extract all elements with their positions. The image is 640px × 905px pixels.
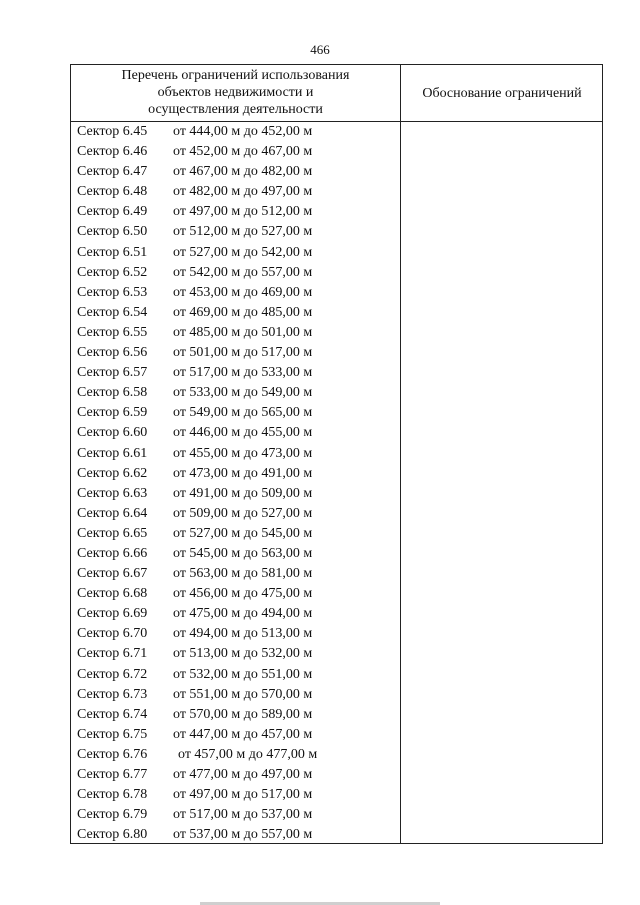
table-row xyxy=(71,283,400,303)
table-row xyxy=(71,705,400,725)
sector-label: Сектор 6.72 xyxy=(77,666,148,682)
header-restrictions-list xyxy=(71,67,400,118)
sector-range: от 545,00 м до 563,00 м xyxy=(173,545,313,561)
sector-label: Сектор 6.49 xyxy=(77,204,148,220)
sector-label: Сектор 6.58 xyxy=(77,385,148,401)
sector-label: Сектор 6.75 xyxy=(77,726,148,742)
sector-range: от 527,00 м до 545,00 м xyxy=(173,525,313,541)
table-row xyxy=(71,323,400,343)
sector-range: от 517,00 м до 537,00 м xyxy=(173,807,313,823)
sector-label: Сектор 6.45 xyxy=(77,124,148,139)
sector-label: Сектор 6.56 xyxy=(77,345,148,361)
sector-label: Сектор 6.59 xyxy=(77,405,148,421)
table-row xyxy=(71,604,400,624)
sector-label: Сектор 6.74 xyxy=(77,706,148,722)
table-row xyxy=(71,584,400,604)
sector-label: Сектор 6.47 xyxy=(77,164,148,180)
table-row xyxy=(71,665,400,685)
header-line: Перечень ограничений использования xyxy=(121,68,350,83)
table-row xyxy=(71,222,400,242)
column-divider xyxy=(400,65,401,843)
sector-range: от 513,00 м до 532,00 м xyxy=(173,646,313,662)
table-row xyxy=(71,263,400,283)
sector-label: Сектор 6.46 xyxy=(77,144,148,160)
table-row xyxy=(71,624,400,644)
table-row xyxy=(71,745,400,765)
sector-label: Сектор 6.60 xyxy=(77,425,148,441)
sector-label: Сектор 6.51 xyxy=(77,244,148,260)
sector-range: от 482,00 м до 497,00 м xyxy=(173,184,313,200)
sector-label: Сектор 6.79 xyxy=(77,807,148,823)
sector-range: от 527,00 м до 542,00 м xyxy=(173,244,313,260)
sector-label: Сектор 6.63 xyxy=(77,485,148,501)
sector-range: от 485,00 м до 501,00 м xyxy=(173,324,313,340)
sector-label: Сектор 6.78 xyxy=(77,787,148,803)
sector-range: от 473,00 м до 491,00 м xyxy=(173,465,313,481)
sector-label: Сектор 6.73 xyxy=(77,686,148,702)
table-row xyxy=(71,685,400,705)
sector-label: Сектор 6.48 xyxy=(77,184,148,200)
table-row xyxy=(71,444,400,464)
sector-range: от 491,00 м до 509,00 м xyxy=(173,485,313,501)
table-row xyxy=(71,524,400,544)
table-row xyxy=(71,544,400,564)
sector-range: от 444,00 м до 452,00 м xyxy=(173,124,313,139)
sector-label: Сектор 6.52 xyxy=(77,264,148,280)
sector-label: Сектор 6.67 xyxy=(77,566,148,582)
sector-label: Сектор 6.76 xyxy=(77,746,148,762)
table-row xyxy=(71,423,400,443)
sector-label: Сектор 6.62 xyxy=(77,465,148,481)
sector-range: от 549,00 м до 565,00 м xyxy=(173,405,313,421)
restrictions-table xyxy=(70,64,603,844)
table-row xyxy=(71,243,400,263)
sector-label: Сектор 6.68 xyxy=(77,586,148,602)
sector-label: Сектор 6.53 xyxy=(77,284,148,300)
table-row xyxy=(71,484,400,504)
sector-range: от 469,00 м до 485,00 м xyxy=(173,304,313,320)
table-row xyxy=(71,805,400,825)
table-row xyxy=(71,202,400,222)
sector-label: Сектор 6.71 xyxy=(77,646,148,662)
sector-label: Сектор 6.70 xyxy=(77,626,148,642)
sector-label: Сектор 6.55 xyxy=(77,324,148,340)
sector-range: от 501,00 м до 517,00 м xyxy=(173,345,313,361)
table-row xyxy=(71,182,400,202)
sector-range: от 542,00 м до 557,00 м xyxy=(173,264,313,280)
sector-label: Сектор 6.66 xyxy=(77,545,148,561)
table-body xyxy=(71,122,400,845)
sector-range: от 532,00 м до 551,00 м xyxy=(173,666,313,682)
page-number: 466 xyxy=(310,42,330,57)
table-row xyxy=(71,464,400,484)
sector-range: от 570,00 м до 589,00 м xyxy=(173,706,313,722)
sector-range: от 517,00 м до 533,00 м xyxy=(173,365,313,381)
header-justification: Обоснование ограничений xyxy=(422,86,582,101)
sector-range: от 551,00 м до 570,00 м xyxy=(173,686,313,702)
table-row xyxy=(71,142,400,162)
sector-range: от 563,00 м до 581,00 м xyxy=(173,566,313,582)
sector-range: от 447,00 м до 457,00 м xyxy=(173,726,313,742)
table-row xyxy=(71,504,400,524)
sector-range: от 477,00 м до 497,00 м xyxy=(173,767,313,782)
sector-label: Сектор 6.50 xyxy=(77,224,148,240)
sector-label: Сектор 6.65 xyxy=(77,525,148,541)
table-row xyxy=(71,383,400,403)
table-row xyxy=(71,765,400,785)
sector-range: от 467,00 м до 482,00 м xyxy=(173,164,313,180)
sector-range: от 512,00 м до 527,00 м xyxy=(173,224,313,240)
sector-range: от 497,00 м до 517,00 м xyxy=(173,787,313,803)
sector-label: Сектор 6.64 xyxy=(77,505,148,521)
sector-range: от 497,00 м до 512,00 м xyxy=(173,204,313,220)
sector-range: от 452,00 м до 467,00 м xyxy=(173,144,313,160)
sector-label: Сектор 6.54 xyxy=(77,304,148,320)
sector-label: Сектор 6.61 xyxy=(77,445,148,461)
sector-label: Сектор 6.57 xyxy=(77,365,148,381)
table-row xyxy=(71,122,400,142)
sector-label: Сектор 6.80 xyxy=(77,827,148,843)
sector-range: от 533,00 м до 549,00 м xyxy=(173,385,313,401)
sector-label: Сектор 6.69 xyxy=(77,606,148,622)
table-row xyxy=(71,303,400,323)
table-row xyxy=(71,725,400,745)
sector-range: от 509,00 м до 527,00 м xyxy=(173,505,313,521)
sector-label: Сектор 6.77 xyxy=(77,767,148,782)
sector-range: от 446,00 м до 455,00 м xyxy=(173,425,313,441)
table-row xyxy=(71,644,400,664)
sector-range: от 494,00 м до 513,00 м xyxy=(173,626,313,642)
sector-range: от 453,00 м до 469,00 м xyxy=(173,284,313,300)
header-line: объектов недвижимости и xyxy=(157,85,314,100)
header-line: осуществления деятельности xyxy=(148,102,323,117)
table-row xyxy=(71,363,400,383)
sector-range: от 455,00 м до 473,00 м xyxy=(173,445,313,461)
table-row xyxy=(71,785,400,805)
table-row xyxy=(71,343,400,363)
sector-range: от 456,00 м до 475,00 м xyxy=(173,586,313,602)
sector-range: от 475,00 м до 494,00 м xyxy=(173,606,313,622)
table-row xyxy=(71,403,400,423)
table-row xyxy=(71,564,400,584)
table-row xyxy=(71,825,400,845)
sector-range: от 537,00 м до 557,00 м xyxy=(173,827,313,843)
table-row xyxy=(71,162,400,182)
sector-range: от 457,00 м до 477,00 м xyxy=(178,746,318,762)
